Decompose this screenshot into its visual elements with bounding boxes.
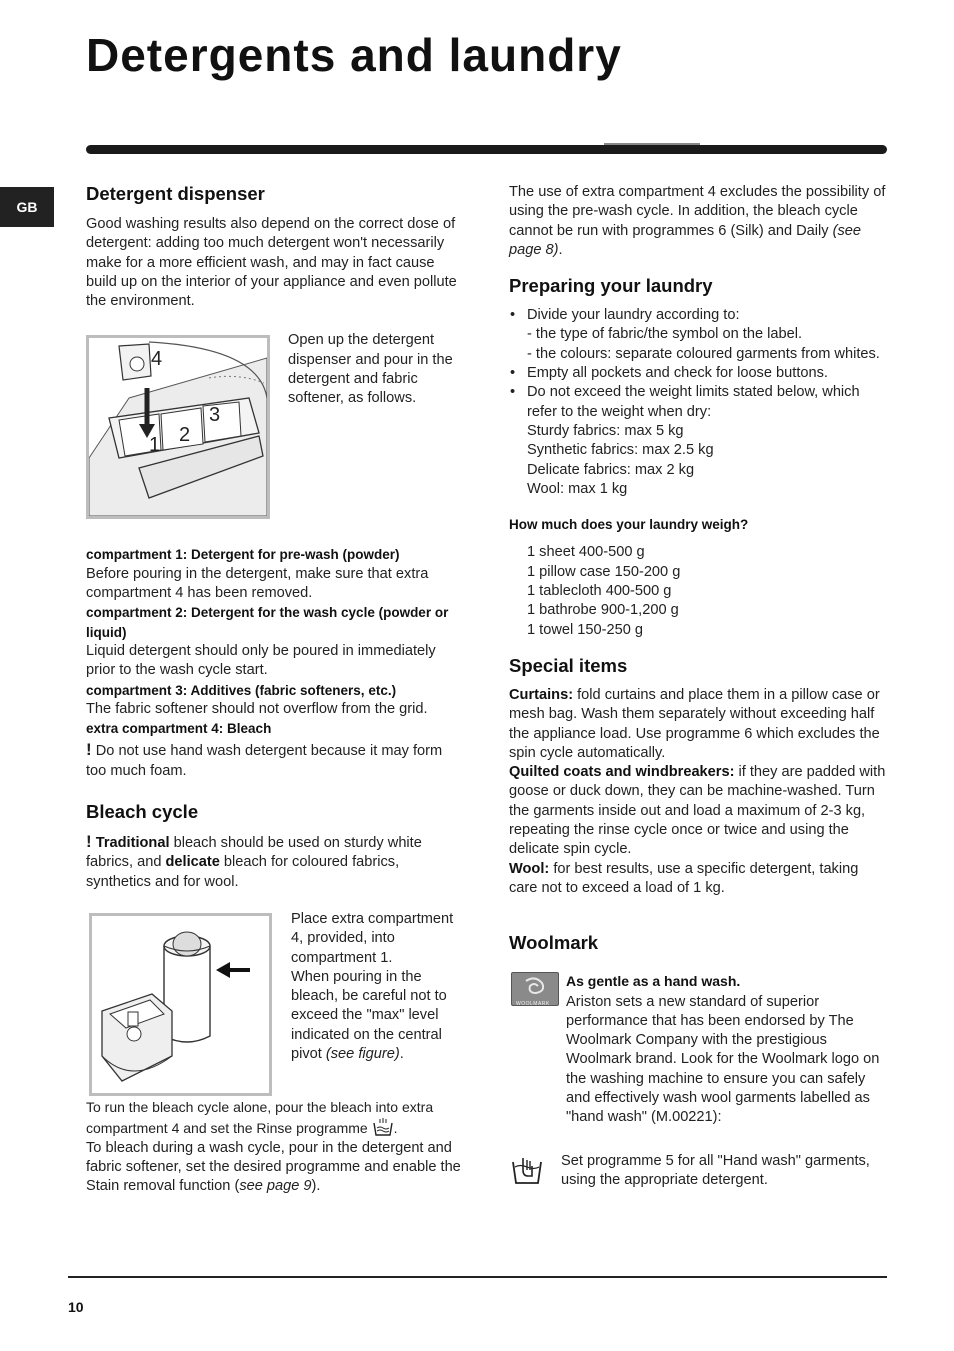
weight-item: 1 tablecloth 400-500 g [527, 583, 672, 600]
preparing-item-1: Divide your laundry according to: [527, 307, 740, 324]
foam-warning-text: Do not use hand wash detergent because it may form too much foam. [86, 743, 443, 779]
foam-warning [86, 740, 466, 781]
wool-paragraph [509, 860, 887, 899]
bleach-during-text [86, 1139, 466, 1197]
bleach-caption-end: . [399, 1046, 404, 1063]
preparing-sub-2: - the colours: separate coloured garments from whites. [527, 345, 880, 362]
laundry-weight-list [509, 543, 887, 639]
compartment-4-label: extra compartment 4: Bleach [86, 721, 272, 737]
list-item [509, 383, 887, 499]
bleach-during-end: ). [311, 1178, 321, 1195]
bleach-figure [89, 913, 272, 1096]
bleach-during-ref: see page 9 [239, 1178, 312, 1195]
wool-text: for best results, use a specific detergent, taking care not to exceed a load of 1 kg. [509, 860, 859, 896]
bleach-intro-text-2: bleach for coloured fabrics, synthetics and for wool. [86, 854, 400, 890]
compartment-3-label: compartment 3: Additives (fabric softeners, etc.) [86, 682, 397, 698]
title-rule [86, 145, 887, 154]
weight-item: 1 towel 150-250 g [527, 621, 644, 638]
bleach-figure-block [86, 910, 466, 1099]
weight-item: 1 bathrobe 900-1,200 g [527, 602, 679, 619]
dispenser-figure-caption: Open up the detergent dispenser and pour in the detergent and fabric softener, as follows. [288, 332, 453, 407]
bleach-illustration [92, 916, 269, 1093]
bleach-intro-text-1: bleach should be used on sturdy white fabrics, and [86, 835, 422, 871]
curtains-paragraph [509, 686, 887, 763]
compartment-1-text: Before pouring in the detergent, make sure that extra compartment 4 has been removed. [86, 565, 429, 602]
dispenser-illustration [89, 338, 267, 516]
extra-text-ref: (see page 8) [509, 222, 862, 258]
figure-number-4: 4 [151, 348, 163, 371]
weight-item: 1 sheet 400-500 g [527, 544, 645, 561]
bleach-intro [86, 832, 466, 892]
preparing-list [509, 306, 887, 499]
language-tab: GB [0, 187, 54, 227]
weight-limit: Delicate fabrics: max 2 kg [527, 461, 695, 478]
woolmark-logo [511, 972, 559, 1006]
preparing-laundry-heading: Preparing your laundry [509, 275, 713, 297]
weight-limit: Wool: max 1 kg [527, 480, 628, 497]
handwash-icon [510, 1156, 544, 1186]
bleach-cycle-heading: Bleach cycle [86, 801, 199, 823]
bleach-alone-body: To run the bleach cycle alone, pour the bleach into extra compartment 4 and set the Rinse programme [86, 1098, 434, 1137]
dispenser-intro: Good washing results also depend on the correct dose of detergent: adding too much detergent won't necessarily make for a more efficient wash, and may in fact cause build up on the interior of your appliance and even pollute the environment. [86, 216, 457, 310]
woolmark-tagline-line [509, 972, 887, 992]
extra-text-body: The use of extra compartment 4 excludes the possibility of using the pre-wash cycle. In addition, the bleach cycle cannot be run with programmes 6 (Silk) and Daily [509, 184, 886, 239]
weight-limit: Sturdy fabrics: max 5 kg [527, 422, 684, 439]
detergent-dispenser-heading: Detergent dispenser [86, 183, 265, 204]
quilted-text: if they are padded with goose or duck down, they can be machine-washed. Turn the garments inside out and load a maximum of 2-3 kg, repeating the rinse cycle once or twice and using the delicate spin cycle. [509, 764, 886, 858]
warning-mark: ! [86, 740, 92, 760]
woolmark-logo-text: WOOLMARK [516, 1001, 550, 1008]
bleach-during-body: To bleach during a wash cycle, pour in the detergent and fabric softener, set the desired programme and enable the Stain removal function ( [86, 1139, 461, 1195]
figure-number-1: 1 [149, 434, 161, 457]
wool-label: Wool: [509, 860, 550, 877]
rinse-programme-icon [372, 1117, 394, 1137]
extra-compartment-text [509, 183, 887, 260]
woolmark-text-first: Ariston sets a new standard of superior performance that has been endorsed by The Woolmark Company with the prestigious Woolmark brand. Look for the Woolmark logo on the washing machine to ensure you can safely and effectively wash wool garments labelled as "hand wash" (M.00221): [566, 993, 880, 1126]
bleach-alone-end: . [393, 1120, 398, 1137]
curtains-label: Curtains: [509, 686, 574, 703]
weight-limit: Synthetic fabrics: max 2.5 kg [527, 442, 714, 459]
weight-item: 1 pillow case 150-200 g [527, 563, 681, 580]
list-item [509, 306, 887, 364]
handwash-text: Set programme 5 for all "Hand wash" garments, using the appropriate detergent. [561, 1153, 870, 1189]
preparing-sub-1: - the type of fabric/the symbol on the label. [527, 326, 803, 343]
page-title: Detergents and laundry [86, 29, 622, 81]
bottom-rule [68, 1276, 887, 1278]
compartment-2-text: Liquid detergent should only be poured in immediately prior to the wash cycle start. [86, 642, 436, 679]
quilted-label: Quilted coats and windbreakers: [509, 764, 735, 781]
bleach-traditional: Traditional [95, 835, 170, 852]
title-rule-notch [604, 143, 700, 145]
bleach-caption-ref: (see figure) [325, 1046, 400, 1063]
compartment-1-label: compartment 1: Detergent for pre-wash (powder) [86, 547, 400, 563]
special-items-heading: Special items [509, 654, 628, 676]
compartment-3-text: The fabric softener should not overflow from the grid. [86, 700, 428, 717]
bleach-delicate: delicate [165, 854, 220, 871]
bleach-figure-caption [291, 910, 469, 1064]
curtains-text: fold curtains and place them in a pillow case or mesh bag. Wash them separately without exceeding half the appliance load. Use programme 6 which excludes the spin cycle automatically. [509, 686, 880, 761]
laundry-weight-heading: How much does your laundry weigh? [509, 517, 749, 533]
woolmark-tagline: As gentle as a hand wash. [566, 973, 741, 990]
compartment-2-label: compartment 2: Detergent for the wash cycle (powder or liquid) [86, 605, 449, 640]
figure-number-3: 3 [209, 404, 221, 427]
preparing-item-2: Empty all pockets and check for loose buttons. [527, 365, 828, 382]
bleach-caption-2: When pouring in the bleach, be careful not to exceed the "max" level indicated on the central pivot [291, 968, 447, 1063]
right-column [509, 183, 887, 1128]
list-item [509, 364, 887, 383]
bleach-alone-text [86, 1098, 466, 1139]
figure-number-2: 2 [179, 424, 191, 447]
woolmark-heading: Woolmark [509, 932, 599, 954]
bleach-warning-mark: ! [86, 832, 92, 852]
woolmark-block [509, 972, 887, 1127]
bleach-caption-1: Place extra compartment 4, provided, into compartment 1. [291, 910, 454, 966]
preparing-item-3: Do not exceed the weight limits stated below, which refer to the weight when dry: [527, 384, 860, 420]
page-number: 10 [68, 1299, 84, 1315]
extra-text-end: . [558, 241, 563, 258]
dispenser-figure-block [86, 332, 466, 521]
left-column [86, 183, 466, 1196]
quilted-paragraph [509, 763, 887, 859]
dispenser-figure [86, 335, 270, 519]
